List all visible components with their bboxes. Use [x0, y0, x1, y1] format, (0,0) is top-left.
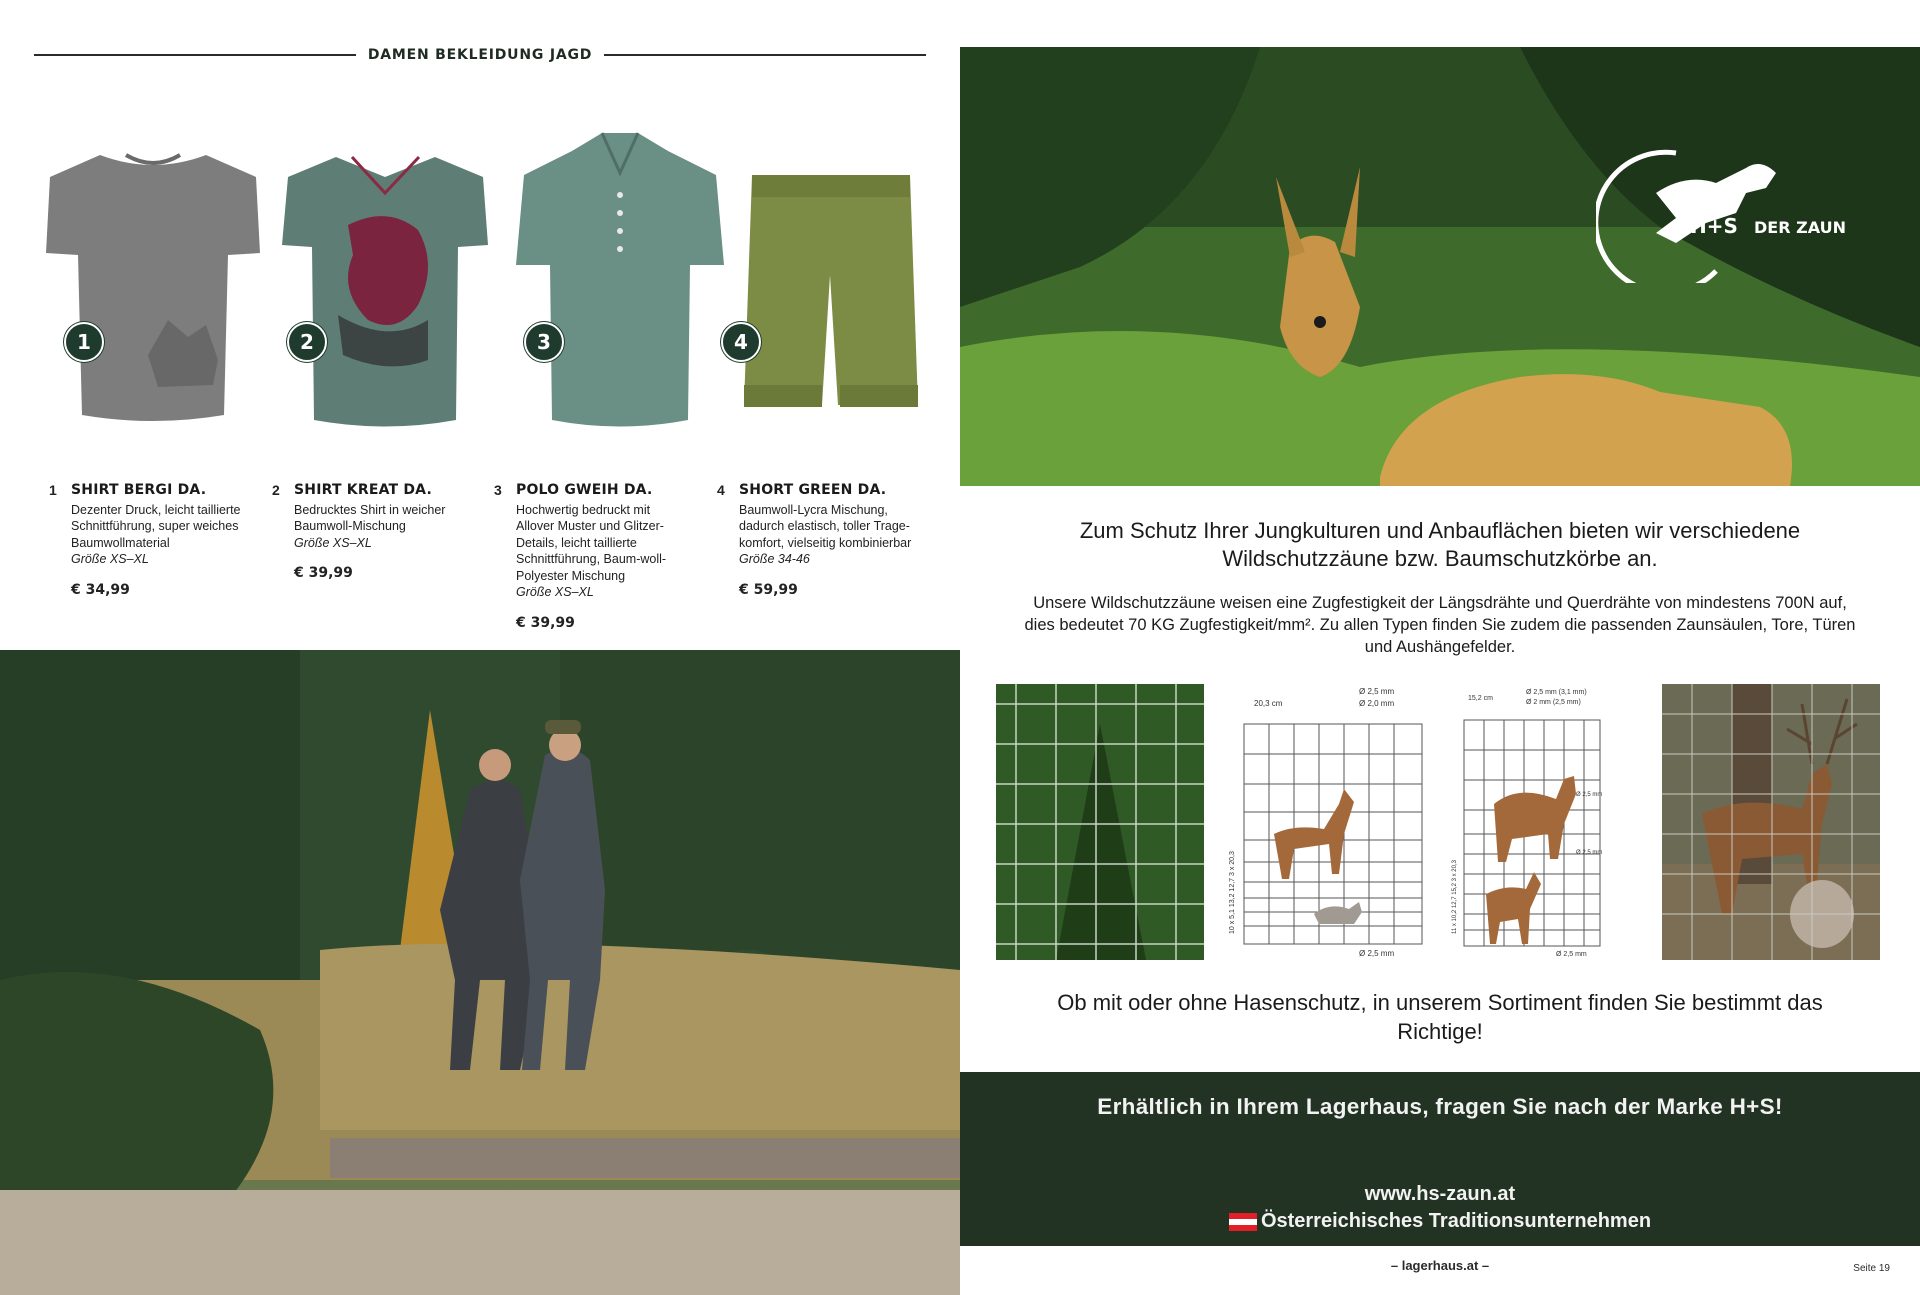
tree-guard-photo [996, 684, 1204, 960]
product-name: SHORT GREEN DA. [739, 482, 887, 498]
product-badge-1: 1 [64, 322, 104, 362]
product-price: € 34,99 [71, 581, 130, 598]
diagram2-mid-wire-1: Ø 2,5 mm [1576, 792, 1603, 798]
fence-diagram-deer-stag [1446, 684, 1616, 960]
header-rule-left [34, 54, 356, 56]
diagram2-wire-1: Ø 2,5 mm (3,1 mm) [1526, 689, 1587, 696]
logo-tagline: DER ZAUN [1754, 218, 1846, 237]
austria-flag-icon [1229, 1213, 1257, 1231]
hs-logo [1596, 133, 1896, 283]
lifestyle-photo-hikers [0, 650, 960, 1295]
product-image-short-green[interactable] [738, 115, 923, 435]
product-name: SHIRT BERGI DA. [71, 482, 207, 498]
product-details: Baumwoll-Lycra Mischung, dadurch elastisch, toller Trage-komfort, vielseitig kombinierbar [739, 502, 912, 550]
diagram2-side-scale: 11 x 10,2 12,7 15,2 3 x 20,3 [1452, 860, 1458, 934]
product-number: 2 [272, 482, 280, 498]
product-details: Dezenter Druck, leicht taillierte Schnittführung, super weiches Baumwollmaterial [71, 502, 241, 550]
diagram2-mid-wire-2: Ø 2,5 mm [1576, 850, 1603, 856]
product-image-shirt-bergi[interactable] [38, 115, 268, 435]
website-link[interactable]: www.hs-zaun.at [1364, 1183, 1516, 1205]
tagline-text: Österreichisches Traditionsunternehmen [1260, 1210, 1652, 1232]
product-description-4 [717, 482, 929, 598]
product-price: € 59,99 [739, 581, 798, 598]
diagram1-top-width: 20,3 cm [1254, 699, 1283, 708]
body-text: Unsere Wildschutzzäune weisen eine Zugfestigkeit der Längsdrähte und Querdrähte von mindestens 700N auf, dies bedeutet 70 KG Zugfestigkeit/mm². Zu allen Typen finden Sie zudem die passenden Zaunsäulen, Tore, Türen und Aushängefelder. [1024, 594, 1856, 656]
product-size: Größe 34-46 [739, 552, 810, 566]
product-badge-2: 2 [287, 322, 327, 362]
product-size: Größe XS–XL [516, 585, 594, 599]
footer-site[interactable]: – lagerhaus.at – [1390, 1258, 1490, 1273]
product-price: € 39,99 [294, 565, 353, 581]
product-number: 3 [494, 482, 502, 498]
product-details: Bedrucktes Shirt in weicher Baumwoll-Mischung [294, 502, 446, 533]
headline: Zum Schutz Ihrer Jungkulturen und Anbauflächen bieten wir verschiedene Wildschutzzäune bzw. Baumschutzkörbe an. [1079, 518, 1801, 571]
fence-diagram-deer-hare [1214, 684, 1424, 960]
product-description-3 [494, 482, 686, 631]
page-number: Seite 19 [1853, 1263, 1890, 1274]
product-size: Größe XS–XL [294, 535, 372, 550]
product-image-shirt-kreat[interactable] [278, 115, 493, 435]
right-page [960, 0, 1920, 1295]
diagram2-bottom-wire: Ø 2,5 mm [1556, 951, 1587, 958]
stag-fence-photo [1662, 684, 1880, 960]
product-number: 4 [717, 482, 725, 498]
product-size: Größe XS–XL [71, 552, 149, 566]
product-details: Hochwertig bedruckt mit Allover Muster und Glitzer-Details, leicht taillierte Schnittführung, Baum-woll-Polyester Mischung [516, 502, 667, 583]
product-image-polo-gweih[interactable] [510, 115, 730, 435]
product-description-1 [49, 482, 281, 598]
product-description-2 [272, 482, 469, 582]
product-name: SHIRT KREAT DA. [294, 482, 432, 498]
product-badge-4: 4 [721, 322, 761, 362]
section-title: DAMEN BEKLEIDUNG JAGD [367, 47, 593, 63]
company-tagline [960, 1210, 1920, 1233]
header-rule-right [604, 54, 926, 56]
product-price: € 39,99 [516, 614, 575, 631]
cta-title: Erhältlich in Ihrem Lagerhaus, fragen Sie nach der Marke H+S! [1097, 1094, 1783, 1119]
diagram1-wire-2: Ø 2,0 mm [1359, 699, 1395, 708]
product-badge-3: 3 [524, 322, 564, 362]
closing-text: Ob mit oder ohne Hasenschutz, in unserem Sortiment finden Sie bestimmt das Richtige! [1057, 990, 1823, 1044]
product-name: POLO GWEIH DA. [516, 482, 653, 498]
diagram2-wire-2: Ø 2 mm (2,5 mm) [1526, 699, 1581, 706]
section-header [34, 44, 926, 66]
diagram2-top-width: 15,2 cm [1468, 695, 1493, 702]
diagram1-bottom-wire: Ø 2,5 mm [1359, 949, 1395, 958]
diagram1-wire-1: Ø 2,5 mm [1359, 687, 1395, 696]
logo-brand: H+S [1690, 214, 1738, 238]
product-number: 1 [49, 482, 57, 498]
diagram1-side-scale: 10 x 5,1 13,2 12,7 3 x 20,3 [1229, 851, 1236, 934]
